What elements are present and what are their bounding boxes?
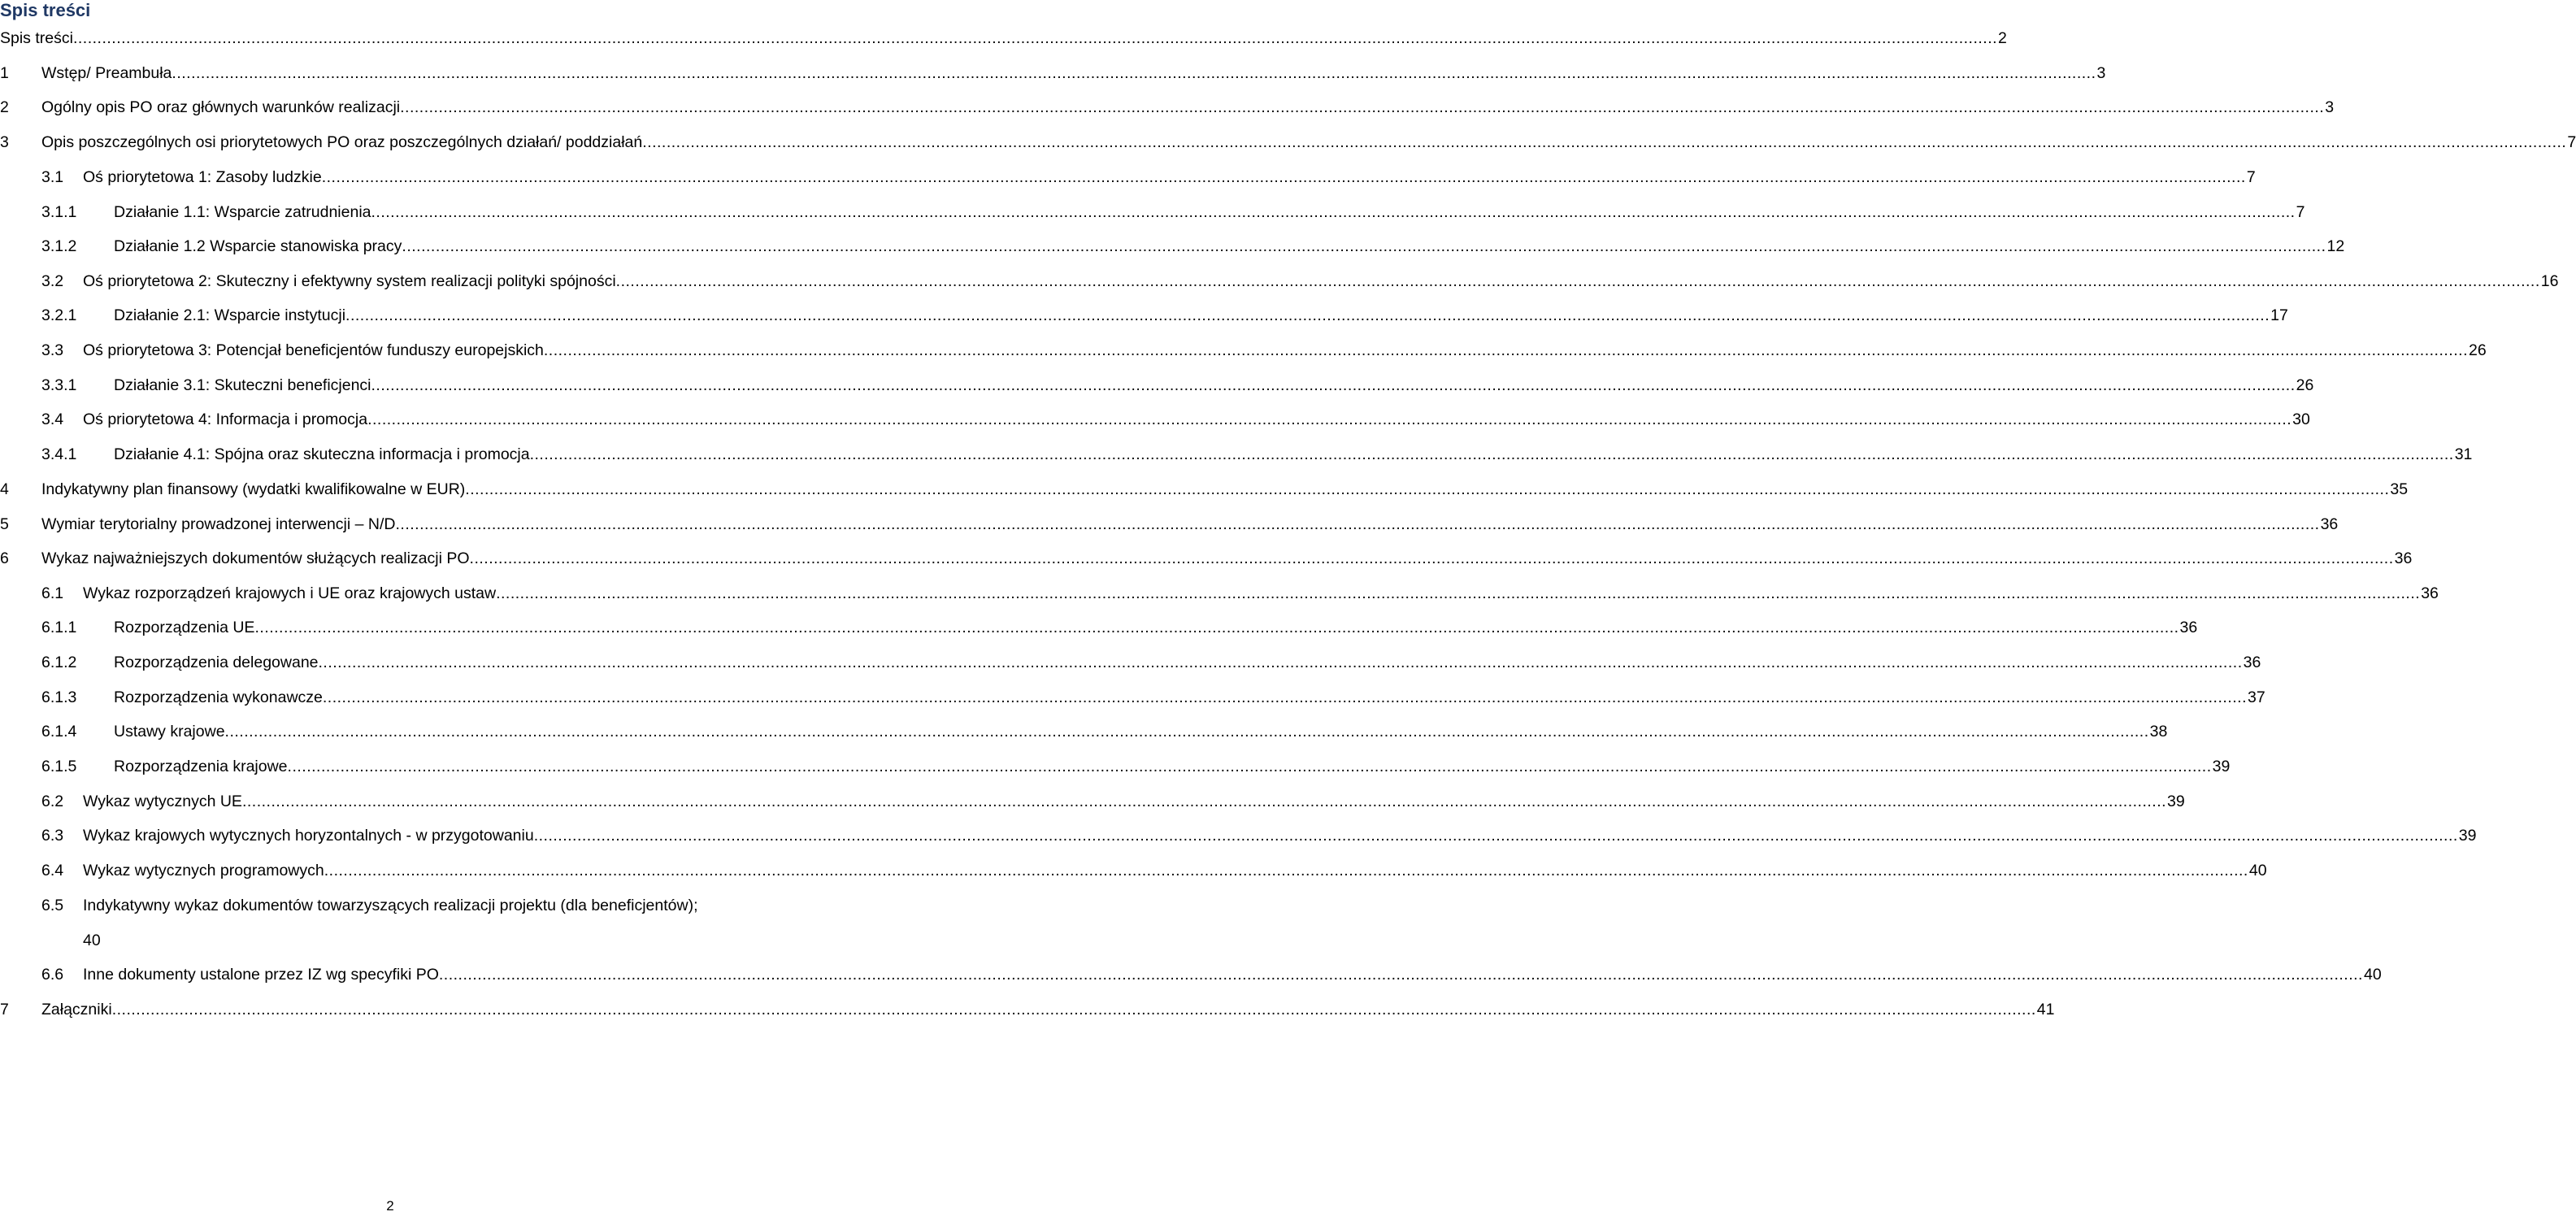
toc-entry-title: Indykatywny plan finansowy (wydatki kwalifikowalne w EUR) [41, 480, 466, 498]
toc-entry-page-number: 36 [2421, 584, 2439, 602]
toc-entry-page-number: 38 [2149, 723, 2168, 740]
toc-entry[interactable] [0, 165, 2256, 189]
toc-entry[interactable] [0, 200, 2305, 224]
toc-entry[interactable] [0, 407, 2310, 432]
toc-entry-number: 6.1.5 [41, 758, 77, 775]
toc-entry-page-number: 39 [2167, 793, 2185, 810]
toc-entry[interactable] [0, 303, 2288, 328]
toc-heading: Spis treści [0, 0, 91, 20]
toc-entry-page-number: 39 [2212, 758, 2231, 775]
toc-entry-title: Oś priorytetowa 4: Informacja i promocja [83, 410, 368, 428]
toc-leader-dots: ................................................................................................................................................................................................................................................................................................................................................................................................................ [287, 758, 2212, 775]
toc-leader-dots: ................................................................................................................................................................................................................................................................................................................................................................................................................ [172, 64, 2096, 82]
toc-entry-body [114, 234, 2345, 258]
toc-entry-page-number: 7 [2296, 203, 2305, 221]
toc-entry-title: Wykaz krajowych wytycznych horyzontalnych - w przygotowaniu [83, 827, 534, 845]
toc-leader-dots: ................................................................................................................................................................................................................................................................................................................................................................................................................ [111, 1001, 2036, 1018]
toc-entry-body [83, 581, 2439, 606]
toc-entry-body [83, 823, 2477, 848]
toc-entry-page-number: 2 [1998, 29, 2007, 47]
toc-leader-dots: ................................................................................................................................................................................................................................................................................................................................................................................................................ [400, 98, 2325, 116]
toc-entry-title: Wstęp/ Preambuła [41, 64, 172, 82]
toc-entry-page-number: 41 [2036, 1001, 2055, 1018]
toc-entry[interactable] [0, 650, 2261, 675]
toc-entry-number: 3.1 [41, 168, 64, 186]
toc-entry-number: 6.6 [41, 966, 64, 984]
toc-entry[interactable] [0, 442, 2473, 467]
toc-leader-dots: ................................................................................................................................................................................................................................................................................................................................................................................................................ [72, 29, 1998, 47]
toc-entry-body [114, 303, 2288, 328]
toc-entry-page-number: 40 [2363, 966, 2382, 984]
toc-entry-page-number: 7 [2246, 168, 2256, 186]
toc-entry-page-number: 35 [2390, 480, 2409, 498]
toc-entry-page-number: 30 [2292, 410, 2310, 428]
toc-entry-title: Rozporządzenia wykonawcze [114, 688, 323, 706]
toc-entry-number: 6.2 [41, 793, 64, 810]
toc-entry-title: Spis treści [0, 29, 73, 47]
toc-entry-number: 6.1.2 [41, 654, 77, 671]
toc-entry-body [114, 754, 2231, 779]
toc-entry-number: 3.4.1 [41, 445, 77, 463]
toc-leader-dots: ................................................................................................................................................................................................................................................................................................................................................................................................................ [395, 515, 2320, 533]
toc-entry-body [41, 61, 2106, 85]
toc-entry-title: Działanie 1.2 Wsparcie stanowiska pracy [114, 237, 402, 255]
toc-entry-number: 4 [0, 480, 9, 498]
toc-entry-title: Indykatywny wykaz dokumentów towarzyszących realizacji projektu (dla beneficjentów); [83, 897, 698, 914]
toc-entry-title: Rozporządzenia delegowane [114, 654, 319, 671]
toc-entry[interactable] [0, 754, 2231, 779]
toc-entry-body [41, 477, 2409, 502]
toc-entry-title: Wykaz rozporządzeń krajowych i UE oraz krajowych ustaw [83, 584, 497, 602]
toc-entry-number: 5 [0, 515, 9, 533]
toc-entry-page-number: 3 [2325, 98, 2335, 116]
toc-entry-number: 3.3.1 [41, 376, 77, 394]
toc-entry[interactable] [0, 858, 2267, 883]
toc-entry-page-number: 31 [2454, 445, 2473, 463]
toc-entry-number: 6.1 [41, 584, 64, 602]
toc-entry-number: 6.1.1 [41, 619, 77, 636]
toc-leader-dots: ................................................................................................................................................................................................................................................................................................................................................................................................................ [615, 272, 2540, 290]
toc-entry-page-number: 12 [2326, 237, 2345, 255]
toc-entry-body [83, 858, 2267, 883]
toc-leader-dots: ................................................................................................................................................................................................................................................................................................................................................................................................................ [318, 654, 2243, 671]
toc-entry-number: 6.5 [41, 897, 64, 914]
toc-entry-body [0, 26, 2007, 50]
toc-leader-dots: ................................................................................................................................................................................................................................................................................................................................................................................................................ [241, 793, 2167, 810]
toc-leader-dots: ................................................................................................................................................................................................................................................................................................................................................................................................................ [465, 480, 2390, 498]
toc-entry[interactable] [0, 234, 2345, 258]
toc-entry[interactable] [0, 789, 2185, 814]
toc-entry-body [41, 95, 2335, 119]
toc-entry-title: Działanie 2.1: Wsparcie instytucji [114, 306, 346, 324]
toc-entry[interactable] [0, 338, 2487, 363]
toc-entry-page-number: 36 [2320, 515, 2339, 533]
toc-entry-page-number: 40 [2248, 862, 2267, 879]
toc-entry-page-number: 16 [2540, 272, 2559, 290]
toc-entry-body [83, 338, 2487, 363]
toc-entry-number: 3.2.1 [41, 306, 77, 324]
toc-entry[interactable] [0, 546, 2413, 571]
toc-entry-title: Oś priorytetowa 1: Zasoby ludzkie [83, 168, 322, 186]
page-number: 2 [386, 1198, 394, 1214]
toc-entry-number: 3.4 [41, 410, 64, 428]
toc-entry-body [114, 373, 2314, 397]
toc-leader-dots: ................................................................................................................................................................................................................................................................................................................................................................................................................ [533, 827, 2458, 845]
toc-entry-body [114, 719, 2168, 744]
toc-entry[interactable] [0, 685, 2265, 710]
toc-entry-body [114, 442, 2473, 467]
toc-entry-title: Wykaz wytycznych programowych [83, 862, 324, 879]
toc-entry-title: Rozporządzenia UE [114, 619, 255, 636]
toc-entry-page-number: 26 [2468, 341, 2487, 359]
toc-leader-dots: ................................................................................................................................................................................................................................................................................................................................................................................................................ [224, 723, 2149, 740]
toc-entry-page-number: 36 [2394, 549, 2413, 567]
toc-entry[interactable] [0, 373, 2314, 397]
toc-leader-dots: ................................................................................................................................................................................................................................................................................................................................................................................................................ [371, 376, 2296, 394]
toc-entry-body [83, 165, 2256, 189]
toc-entry[interactable] [0, 581, 2439, 606]
toc-leader-dots: ................................................................................................................................................................................................................................................................................................................................................................................................................ [324, 862, 2248, 879]
toc-entry-body [83, 269, 2559, 293]
toc-leader-dots: ................................................................................................................................................................................................................................................................................................................................................................................................................ [345, 306, 2270, 324]
toc-entry-title: Opis poszczególnych osi priorytetowych PO oraz poszczególnych działań/ poddziałań [41, 133, 643, 151]
toc-entry-page-number: 37 [2247, 688, 2265, 706]
toc-entry-title: Załączniki [41, 1001, 112, 1018]
toc-entry-body [83, 407, 2310, 432]
toc-entry-page-number: 7 [2567, 133, 2576, 151]
toc-entry-page-number: 36 [2243, 654, 2261, 671]
toc-leader-dots: ................................................................................................................................................................................................................................................................................................................................................................................................................ [321, 168, 2246, 186]
toc-leader-dots: ................................................................................................................................................................................................................................................................................................................................................................................................................ [322, 688, 2247, 706]
toc-entry-number: 7 [0, 1001, 9, 1018]
toc-entry-title: Ustawy krajowe [114, 723, 225, 740]
toc-leader-dots: ................................................................................................................................................................................................................................................................................................................................................................................................................ [529, 445, 2454, 463]
toc-leader-dots: ................................................................................................................................................................................................................................................................................................................................................................................................................ [371, 203, 2296, 221]
toc-leader-dots: ................................................................................................................................................................................................................................................................................................................................................................................................................ [402, 237, 2326, 255]
toc-entry[interactable] [0, 130, 2576, 154]
toc-entry-body [41, 512, 2339, 536]
toc-leader-dots: ................................................................................................................................................................................................................................................................................................................................................................................................................ [543, 341, 2468, 359]
toc-entry-page-number-continuation[interactable]: 40 [83, 932, 101, 949]
toc-entry-page-number: 17 [2270, 306, 2288, 324]
toc-entry-title: Działanie 3.1: Skuteczni beneficjenci [114, 376, 371, 394]
toc-entry[interactable] [0, 823, 2477, 848]
toc-entry-title: Działanie 4.1: Spójna oraz skuteczna informacja i promocja [114, 445, 530, 463]
toc-entry-title: Inne dokumenty ustalone przez IZ wg specyfiki PO [83, 966, 439, 984]
toc-entry-page-number: 39 [2458, 827, 2477, 845]
toc-leader-dots: ................................................................................................................................................................................................................................................................................................................................................................................................................ [254, 619, 2179, 636]
toc-entry-body [114, 685, 2265, 710]
toc-entry-number: 6 [0, 549, 9, 567]
toc-entry-title: Oś priorytetowa 3: Potencjał beneficjentów funduszy europejskich [83, 341, 544, 359]
toc-entry-body [114, 650, 2261, 675]
toc-entry-title: Wymiar terytorialny prowadzonej interwencji – N/D [41, 515, 396, 533]
toc-leader-dots: ................................................................................................................................................................................................................................................................................................................................................................................................................ [642, 133, 2567, 151]
toc-entry[interactable] [0, 512, 2339, 536]
toc-leader-dots: ................................................................................................................................................................................................................................................................................................................................................................................................................ [469, 549, 2394, 567]
toc-entry-body [83, 962, 2382, 987]
toc-entry-number: 2 [0, 98, 9, 116]
toc-entry-number: 6.1.3 [41, 688, 77, 706]
toc-entry-number: 3.3 [41, 341, 64, 359]
toc-entry-number: 3.1.1 [41, 203, 77, 221]
toc-entry-title: Wykaz wytycznych UE [83, 793, 242, 810]
toc-entry[interactable] [0, 26, 2007, 50]
toc-entry-title: Działanie 1.1: Wsparcie zatrudnienia [114, 203, 371, 221]
toc-entry-page-number: 3 [2096, 64, 2106, 82]
toc-leader-dots: ................................................................................................................................................................................................................................................................................................................................................................................................................ [367, 410, 2292, 428]
toc-entry[interactable] [0, 962, 2382, 987]
toc-entry[interactable] [0, 893, 782, 918]
toc-entry[interactable] [0, 61, 2106, 85]
toc-entry-body [114, 615, 2198, 640]
toc-leader-dots: ................................................................................................................................................................................................................................................................................................................................................................................................................ [438, 966, 2363, 984]
toc-entry-title: Rozporządzenia krajowe [114, 758, 288, 775]
toc-entry[interactable] [0, 95, 2335, 119]
toc-entry[interactable] [0, 477, 2409, 502]
toc-entry[interactable] [0, 997, 2055, 1022]
toc-entry-body [114, 200, 2305, 224]
toc-entry-number: 6.3 [41, 827, 64, 845]
toc-entry-body [41, 130, 2576, 154]
toc-entry-title: Ogólny opis PO oraz głównych warunków realizacji [41, 98, 401, 116]
toc-entry-number: 3 [0, 133, 9, 151]
toc-entry-body [83, 893, 759, 918]
toc-entry[interactable] [0, 615, 2198, 640]
toc-entry-title: Wykaz najważniejszych dokumentów służących realizacji PO [41, 549, 470, 567]
toc-entry-body [83, 789, 2185, 814]
toc-entry[interactable] [0, 719, 2168, 744]
toc-entry-number: 3.2 [41, 272, 64, 290]
toc-entry-body [41, 546, 2413, 571]
toc-entry-page-number: 36 [2179, 619, 2198, 636]
toc-entry-number: 6.4 [41, 862, 64, 879]
toc-entry-number: 6.1.4 [41, 723, 77, 740]
toc-entry-body [41, 997, 2055, 1022]
toc-entry-number: 1 [0, 64, 9, 82]
toc-entry-number: 3.1.2 [41, 237, 77, 255]
toc-entry-page-number: 26 [2296, 376, 2314, 394]
toc-leader-dots: ................................................................................................................................................................................................................................................................................................................................................................................................................ [496, 584, 2421, 602]
toc-entry[interactable] [0, 269, 2559, 293]
toc-entry-title: Oś priorytetowa 2: Skuteczny i efektywny system realizacji polityki spójności [83, 272, 616, 290]
